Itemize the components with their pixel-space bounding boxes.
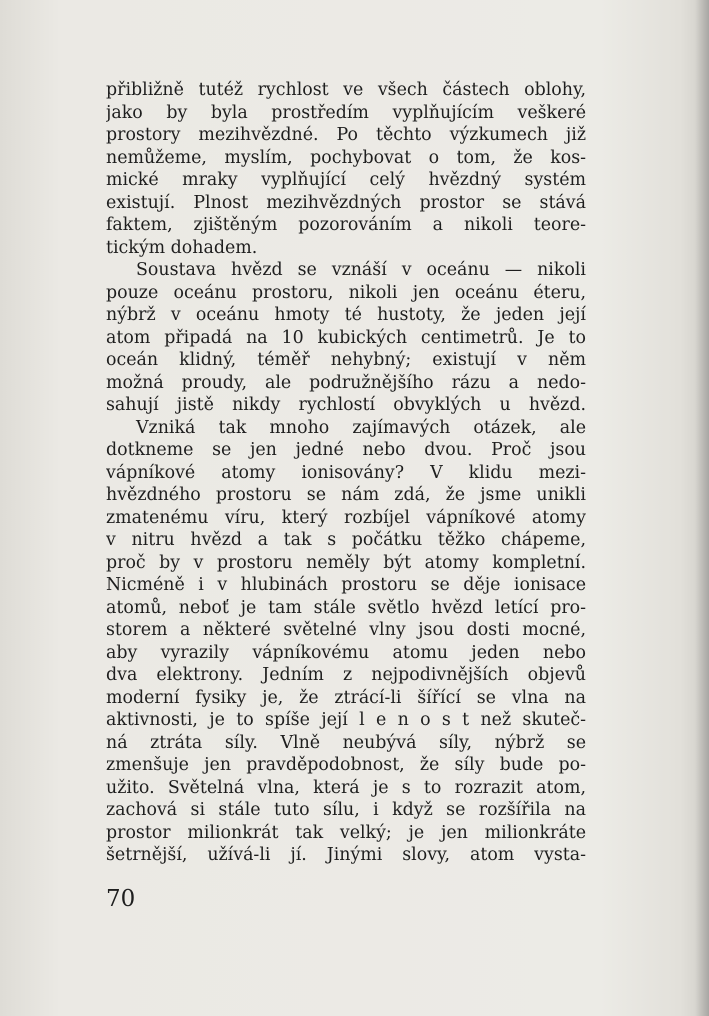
- text-line: Nicméně i v hlubinách prostoru se děje ionisace: [106, 575, 586, 595]
- text-line: jako by byla prostředím vyplňujícím veškeré: [106, 102, 586, 123]
- text-line: zmatenému víru, který rozbíjel vápníkové atomy: [106, 507, 586, 528]
- text-line: storem a některé světelné vlny jsou dosti mocné,: [106, 620, 586, 640]
- text-line: aby vyrazily vápníkovému atomu jeden nebo: [106, 642, 586, 663]
- text-line: vápníkové atomy ionisovány? V klidu mezi-: [106, 462, 586, 483]
- text-line: existují. Plnost mezihvězdných prostor se stává: [106, 192, 586, 213]
- text-line: ná ztráta síly. Vlně neubývá síly, nýbrž se: [106, 732, 586, 753]
- text-line: dva elektrony. Jedním z nejpodivnějších objevů: [106, 665, 586, 685]
- text-line: přibližně tutéž rychlost ve všech částech oblohy,: [106, 80, 586, 100]
- text-line: faktem, zjištěným pozorováním a nikoli teore-: [106, 215, 586, 235]
- text-line: v nitru hvězd a tak s počátku těžko chápeme,: [106, 530, 586, 550]
- text-line: moderní fysiky je, že ztrácí-li šířící se vlna na: [106, 687, 586, 708]
- text-line: zmenšuje jen pravděpodobnost, že síly bude po-: [106, 755, 586, 775]
- text-line: hvězdného prostoru se nám zdá, že jsme unikli: [106, 485, 586, 505]
- text-line: Soustava hvězd se vznáší v oceánu — nikoli: [136, 260, 586, 280]
- body-text: [106, 79, 586, 867]
- text-line: tickým dohadem.: [106, 237, 258, 258]
- page-edge-shadow: [695, 0, 709, 1016]
- text-line: mické mraky vyplňující celý hvězdný systém: [106, 170, 586, 190]
- text-line: prostor milionkrát tak velký; je jen milionkráte: [106, 822, 586, 843]
- text-line: oceán klidný, téměř nehybný; existují v něm: [106, 350, 586, 370]
- text-line: dotkneme se jen jedné nebo dvou. Proč jsou: [106, 440, 586, 460]
- text-line: užito. Světelná vlna, která je s to rozrazit atom,: [106, 777, 586, 798]
- text-line: sahují jistě nikdy rychlostí obvyklých u hvězd.: [106, 395, 586, 415]
- text-line: zachová si stále tuto sílu, i když se rozšířila na: [106, 800, 586, 820]
- text-line: šetrnější, užívá-li jí. Jinými slovy, atom vysta-: [106, 845, 586, 865]
- text-line: nemůžeme, myslím, pochybovat o tom, že kos-: [106, 147, 586, 168]
- text-line: Vzniká tak mnoho zajímavých otázek, ale: [136, 417, 586, 438]
- text-line: možná proudy, ale podružnějšího rázu a nedo-: [106, 372, 586, 393]
- text-line: atomů, neboť je tam stále světlo hvězd letící pro-: [106, 597, 586, 618]
- text-line: atom připadá na 10 kubických centimetrů. Je to: [106, 327, 586, 348]
- text-line: pouze oceánu prostoru, nikoli jen oceánu éteru,: [106, 282, 586, 303]
- text-line: nýbrž v oceánu hmoty té hustoty, že jeden její: [106, 305, 586, 325]
- text-line: proč by v prostoru neměly být atomy kompletní.: [106, 552, 586, 573]
- text-line: aktivnosti, je to spíše její l e n o s t než skuteč-: [106, 710, 586, 730]
- text-line: prostory mezihvězdné. Po těchto výzkumech již: [106, 125, 586, 145]
- page-number: 70: [106, 886, 136, 912]
